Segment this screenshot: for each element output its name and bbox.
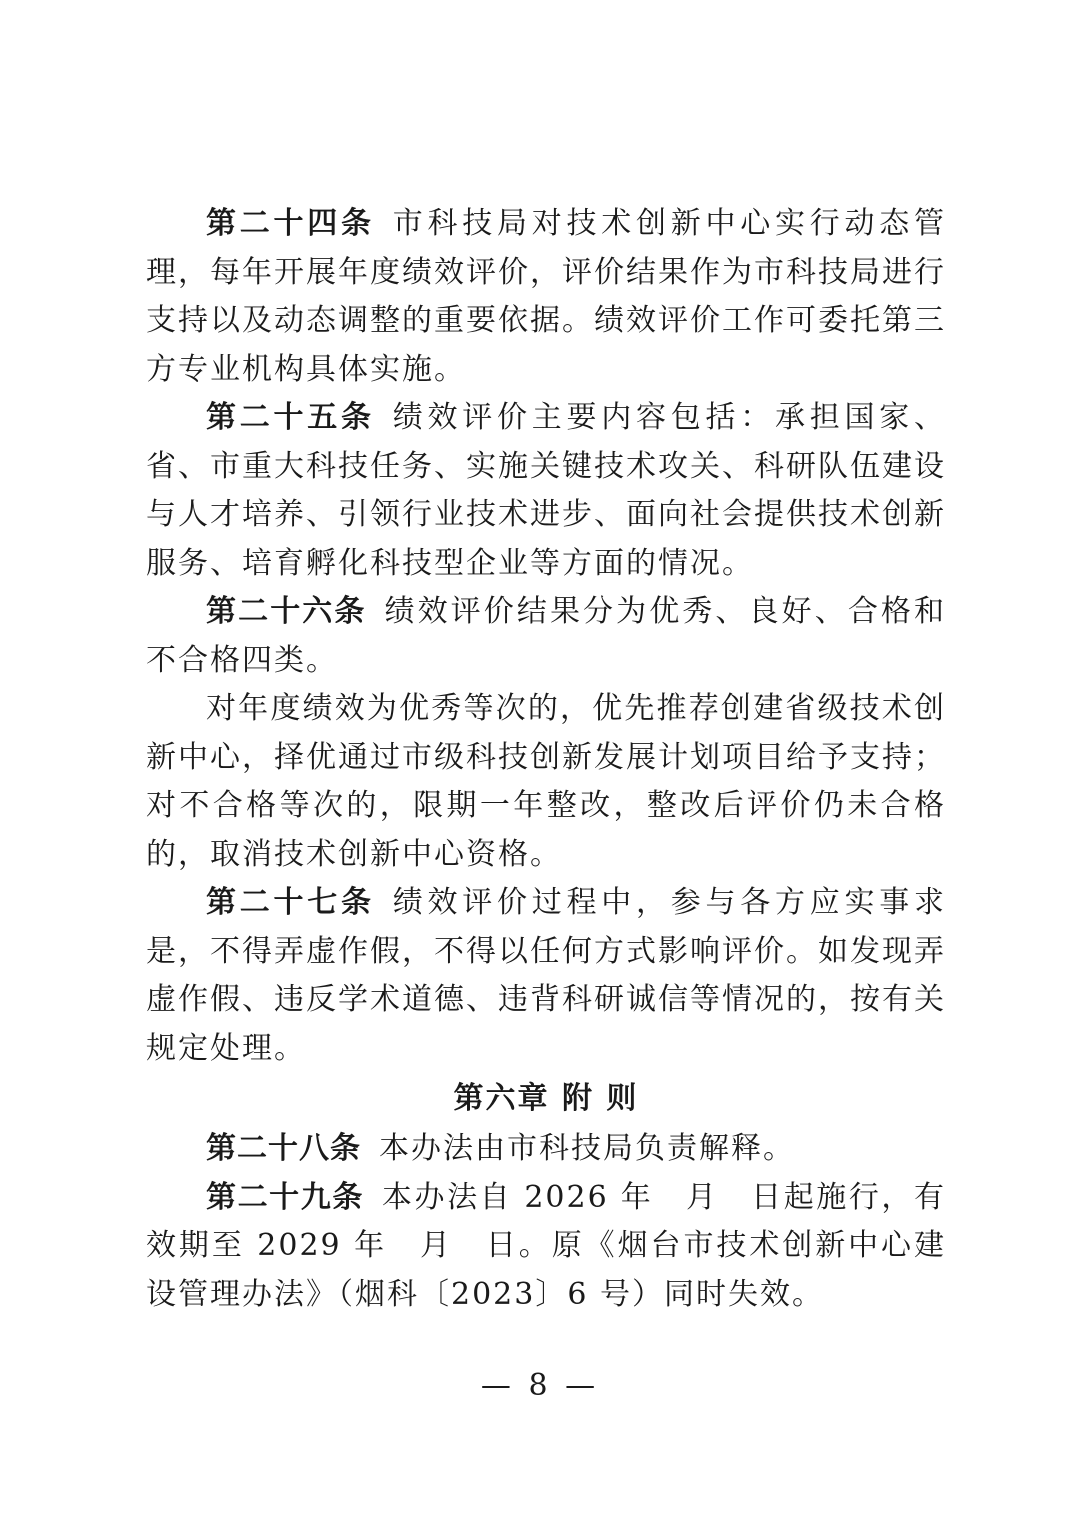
- article-number: 第二十四条: [206, 206, 375, 241]
- chapter-heading: 第六章 附 则: [453, 1081, 639, 1116]
- article-26-paragraph-2: [146, 685, 946, 879]
- article-28: [146, 1125, 946, 1174]
- article-number: 第二十七条: [206, 885, 375, 920]
- article-24: [146, 200, 946, 394]
- article-29: [146, 1174, 946, 1320]
- article-text: 绩效评价过程中，参与各方应实事求是，不得弄虚作假，不得以任何方式影响评价。如发现弄虚作假、违反学术道德、违背科研诚信等情况的，按有关规定处理。: [146, 885, 946, 1066]
- article-number: 第二十九条: [206, 1179, 364, 1215]
- document-body: [146, 200, 946, 1319]
- article-26: [146, 588, 946, 685]
- paragraph-text: 对年度绩效为优秀等次的，优先推荐创建省级技术创新中心，择优通过市级科技创新发展计划项目给予支持；对不合格等次的，限期一年整改，整改后评价仍未合格的，取消技术创新中心资格。: [146, 691, 946, 872]
- article-number: 第二十五条: [206, 400, 375, 435]
- article-number: 第二十六条: [206, 594, 367, 629]
- page-number: — 8 —: [480, 1368, 600, 1403]
- article-number: 第二十八条: [206, 1131, 361, 1166]
- article-text: 绩效评价结果分为优秀、良好、合格和不合格四类。: [146, 594, 947, 678]
- article-text: 本办法由市科技局负责解释。: [379, 1131, 795, 1166]
- article-text: 绩效评价主要内容包括：承担国家、省、市重大科技任务、实施关键技术攻关、科研队伍建设与人才培养、引领行业技术进步、面向社会提供技术创新服务、培育孵化科技型企业等方面的情况。: [146, 400, 946, 581]
- article-text: 本办法自 2026 年 月 日起施行，有效期至 2029 年 月 日。原《烟台市技术创新中心建设管理办法》（烟科〔2023〕6 号）同时失效。: [146, 1179, 947, 1312]
- article-text: 市科技局对技术创新中心实行动态管理，每年开展年度绩效评价，评价结果作为市科技局进行支持以及动态调整的重要依据。绩效评价工作可委托第三方专业机构具体实施。: [146, 206, 946, 387]
- article-27: [146, 879, 946, 1073]
- article-25: [146, 394, 946, 588]
